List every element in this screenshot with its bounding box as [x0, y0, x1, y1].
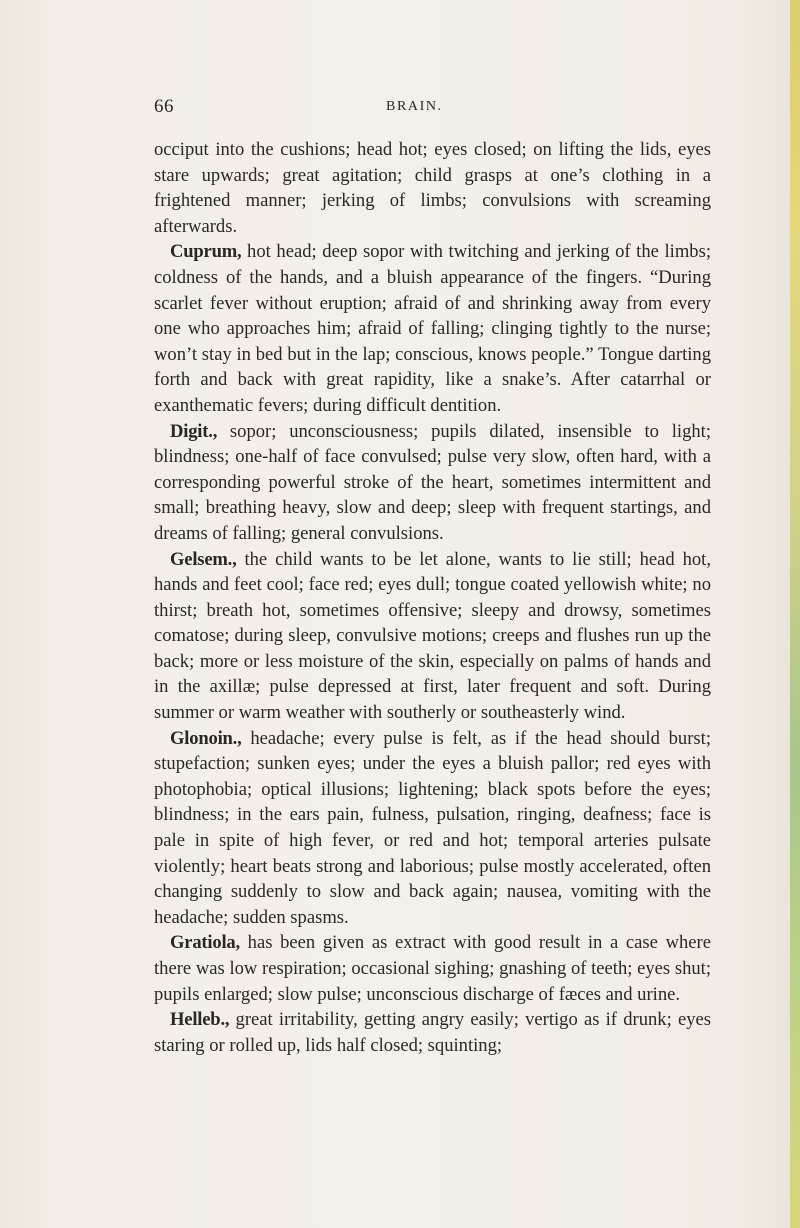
remedy-name: Glonoin.,: [170, 727, 242, 749]
running-head: BRAIN.: [386, 99, 443, 114]
paragraph-digit: [154, 419, 711, 547]
page-header: [154, 96, 714, 120]
paragraph-text: great irritability, getting angry easily; vertigo as if drunk; eyes staring or rolled up, lids half closed; squinting;: [154, 1009, 711, 1056]
paragraph-text: hot head; deep sopor with twitching and jerking of the limbs; coldness of the hands, and a bluish appearance of the fingers. “During scarlet fever without eruption; afraid of and shrinking away from every one who approaches him; afraid of falling; clinging tightly to the nurse; won’t stay in bed but in the lap; conscious, knows people.” Tongue darting forth and back with great rapidity, like a snake’s. After catarrhal or exanthematic fevers; during difficult dentition.: [154, 241, 711, 416]
paragraph-gratiola: [154, 930, 711, 1007]
paragraph-text: sopor; unconsciousness; pupils dilated, insensible to light; blindness; one-half of face convulsed; pulse very slow, often hard, with a corresponding powerful stroke of the heart, sometimes intermittent and small; breathing heavy, slow and deep; sleep with frequent startings, and dreams of falling; general convulsions.: [154, 420, 711, 544]
paragraph-helleb: [154, 1007, 711, 1058]
paragraph-glonoin: [154, 726, 711, 931]
remedy-name: Cuprum,: [170, 241, 242, 263]
remedy-name: Helleb.,: [170, 1009, 230, 1031]
body-text: [154, 137, 711, 1058]
remedy-name: Digit.,: [170, 420, 218, 442]
paragraph-cuprum: [154, 239, 711, 418]
paragraph-text: headache; every pulse is felt, as if the head should burst; stupefaction; sunken eyes; under the eyes a bluish pallor; red eyes with photophobia; optical illusions; lightening; black spots before the eyes; blindness; in the ears pain, fulness, pulsation, ringing, deafness; face is pale in spite of high fever, or red and hot; temporal arteries pulsate violently; heart beats strong and laborious; pulse mostly accelerated, often changing suddenly to slow and back again; nausea, vomiting with the headache; sudden spasms.: [154, 727, 711, 928]
paragraph-text: has been given as extract with good result in a case where there was low respiration; occasional sighing; gnashing of teeth; eyes shut; pupils enlarged; slow pulse; unconscious discharge of fæces and urine.: [154, 932, 711, 1005]
paragraph-text: the child wants to be let alone, wants to lie still; head hot, hands and feet cool; face red; eyes dull; tongue coated yellowish white; no thirst; breath hot, sometimes offensive; sleepy and drowsy, sometimes comatose; during sleep, convulsive motions; creeps and flushes run up the back; more or less moisture of the skin, especially on palms of hands and in the axillæ; pulse depressed at first, later frequent and soft. During summer or warm weather with southerly or southeasterly wind.: [154, 548, 711, 724]
remedy-name: Gratiola,: [170, 932, 240, 954]
page-edge-strip: [790, 0, 800, 1228]
page-number: 66: [154, 96, 174, 117]
paragraph-continuation: [154, 137, 711, 239]
paragraph-text: occiput into the cushions; head hot; eyes closed; on lifting the lids, eyes stare upwards; great agitation; child grasps at one’s clothing in a frightened manner; jerking of limbs; convulsions with screaming afterwards.: [154, 139, 711, 237]
paragraph-gelsem: [154, 547, 711, 726]
remedy-name: Gelsem.,: [170, 548, 237, 570]
